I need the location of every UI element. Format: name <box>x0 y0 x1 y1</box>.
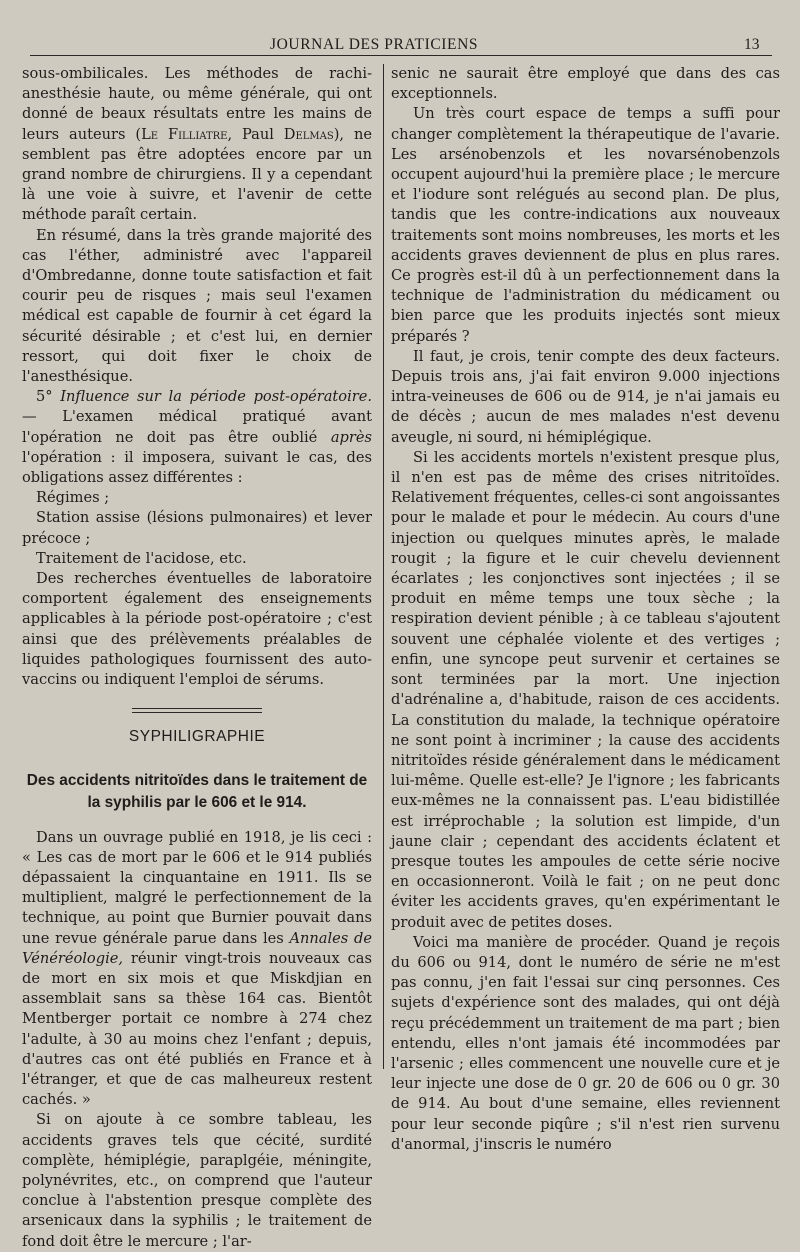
section-rule <box>132 708 262 709</box>
list-item: Traitement de l'acidose, etc. <box>36 549 247 567</box>
paragraph: Un très court espace de temps a suffi pour changer complètement la thérapeutique de l'avarie. Les arsénobenzols et les novarsénobenzols occupent aujourd'hui la première place ; le mercure et l'iodure sont relégués au second plan. De plus, tandis que les contre-indications aux nouveaux traitements sont moins nombreuses, les morts et les accidents graves deviennent de plus en plus rares. Ce progrès est-il dû à un perfectionnement dans la technique de l'administration du médicament ou bien parce que les produits injectés sont mieux préparés ? <box>391 105 780 345</box>
section-rule <box>132 712 262 713</box>
header-rule <box>30 55 772 56</box>
paragraph: Si on ajoute à ce sombre tableau, les accidents graves tels que cécité, surdité complète, hémiplégie, paraplgéie, méningite, polynévrites, etc., on comprend que l'auteur conclue à l'abstention presque complète des arsenicaux dans la syphilis ; le traitement de fond doit être le mercure ; l'ar- <box>22 1111 372 1250</box>
paragraph: En résumé, dans la très grande majorité des cas l'éther, administré avec l'appareil d'Ombredanne, donne toute satisfaction et fait courir peu de risques ; mais seul l'examen médical est capable de fournir à cet égard la sécurité désirable ; et c'est lui, en dernier ressort, qui doit fixer le choix de l'anesthésique. <box>22 226 372 386</box>
paragraph: sous-ombilicales. Les méthodes de rachi-anesthésie haute, ou même générale, qui ont donné de beaux résultats entre les mains de leurs auteurs (Le Filliatre, Paul Delmas), ne semblent pas être adoptées encore par un grand nombre de chirurgiens. Il y a cependant là une voie à suivre, et l'avenir de cette méthode paraît certain. <box>22 65 372 224</box>
column-divider <box>383 64 384 1069</box>
paragraph: Des recherches éventuelles de laboratoire comportent également des enseignements applicables à la période post-opératoire ; c'est ainsi que des prélèvements préalables de liquides pathologiques fournissent des auto-vaccins ou indiquent l'emploi de sérums. <box>22 570 372 689</box>
paragraph: senic ne saurait être employé que dans des cas exceptionnels. <box>391 65 780 103</box>
list-item: Station assise (lésions pulmonaires) et lever précoce ; <box>22 509 372 547</box>
paragraph: 5° Influence sur la période post-opératoire. — L'examen médical pratiqué avant l'opération ne doit pas être oublié après l'opération : il imposera, suivant le cas, des obligations assez différentes : <box>22 388 373 487</box>
right-column <box>391 64 780 1155</box>
article-title: Des accidents nitritoïdes dans le traitement de la syphilis par le 606 et le 914. <box>26 771 368 811</box>
paragraph: Si les accidents mortels n'existent presque plus, il n'en est pas de même des crises nitritoïdes. Relativement fréquentes, celles-ci sont angoissantes pour le malade et pour le médecin. Au cours d'une injection ou quelques minutes après, le malade rougit ; la figure et le cuir chevelu deviennent écarlates ; les conjonctives sont injectées ; il se produit en même temps une toux sèche ; la respiration devient pénible ; à ce tableau s'ajoutent souvent une céphalée violente et des vertiges ; enfin, une syncope peut survenir et certaines se sont terminées par la mort. Une injection d'adrénaline a, d'habitude, raison de ces accidents. La constitution du malade, la technique opératoire ne sont point à incriminer ; la cause des accidents nitritoïdes réside généralement dans le médicament lui-même. Quelle est-elle? Je l'ignore ; les fabricants eux-mêmes ne la connaissent pas. L'eau bidistillée est irréprochable ; la solution est limpide, d'un jaune clair ; cependant des accidents éclatent et presque toutes les ampoules de cette série nocive en occasionneront. Voilà le fait ; on ne peut donc éviter les accidents graves, qu'en expérimentant le produit avec de petites doses. <box>391 448 780 931</box>
page-number: 13 <box>744 36 760 53</box>
section-title: SYPHILIGRAPHIE <box>128 728 266 746</box>
journal-title: JOURNAL DES PRATICIENS <box>270 36 479 53</box>
paragraph: Dans un ouvrage publié en 1918, je lis ceci : « Les cas de mort par le 606 et le 914 publiés dépassaient la cinquantaine en 1911. Ils se multiplient, malgré le perfectionnement de la technique, au point que Burnier pouvait dans une revue générale parue dans les Annales de Vénéréologie, réunir vingt-trois nouveaux cas de mort en six mois et que Miskdjian en assemblait sans sa thèse 164 cas. Bientôt Mentberger portait ce nombre à 274 chez l'adulte, à 30 au moins chez l'enfant ; depuis, d'autres cas ont été publiés en France et à l'étranger, et que de cas malheureux restent cachés. » <box>22 828 373 1109</box>
list-item: Régimes ; <box>36 489 110 507</box>
paragraph: Voici ma manière de procéder. Quand je reçois du 606 ou 914, dont le numéro de série ne m'est pas connu, j'en fait l'essai sur cinq personnes. Ces sujets d'expérience sont des malades, qui ont déjà reçu précédemment un traitement de ma part ; bien entendu, elles n'ont jamais été incommodées par l'arsenic ; elles commencent une nouvelle cure et je leur injecte une dose de 0 gr. 20 de 606 ou 0 gr. 30 de 914. Au bout d'une semaine, elles reviennent pour leur seconde piqûre ; s'il n'est rien survenu d'anormal, j'inscris le numéro <box>391 933 780 1153</box>
paragraph: Il faut, je crois, tenir compte des deux facteurs. Depuis trois ans, j'ai fait environ 9.000 injections intra-veineuses de 606 ou de 914, je n'ai jamais eu de décès ; aucun de mes malades n'est devenu aveugle, ni sourd, ni hémiplégique. <box>391 347 780 446</box>
page-header <box>0 32 800 56</box>
left-column <box>22 64 372 1252</box>
